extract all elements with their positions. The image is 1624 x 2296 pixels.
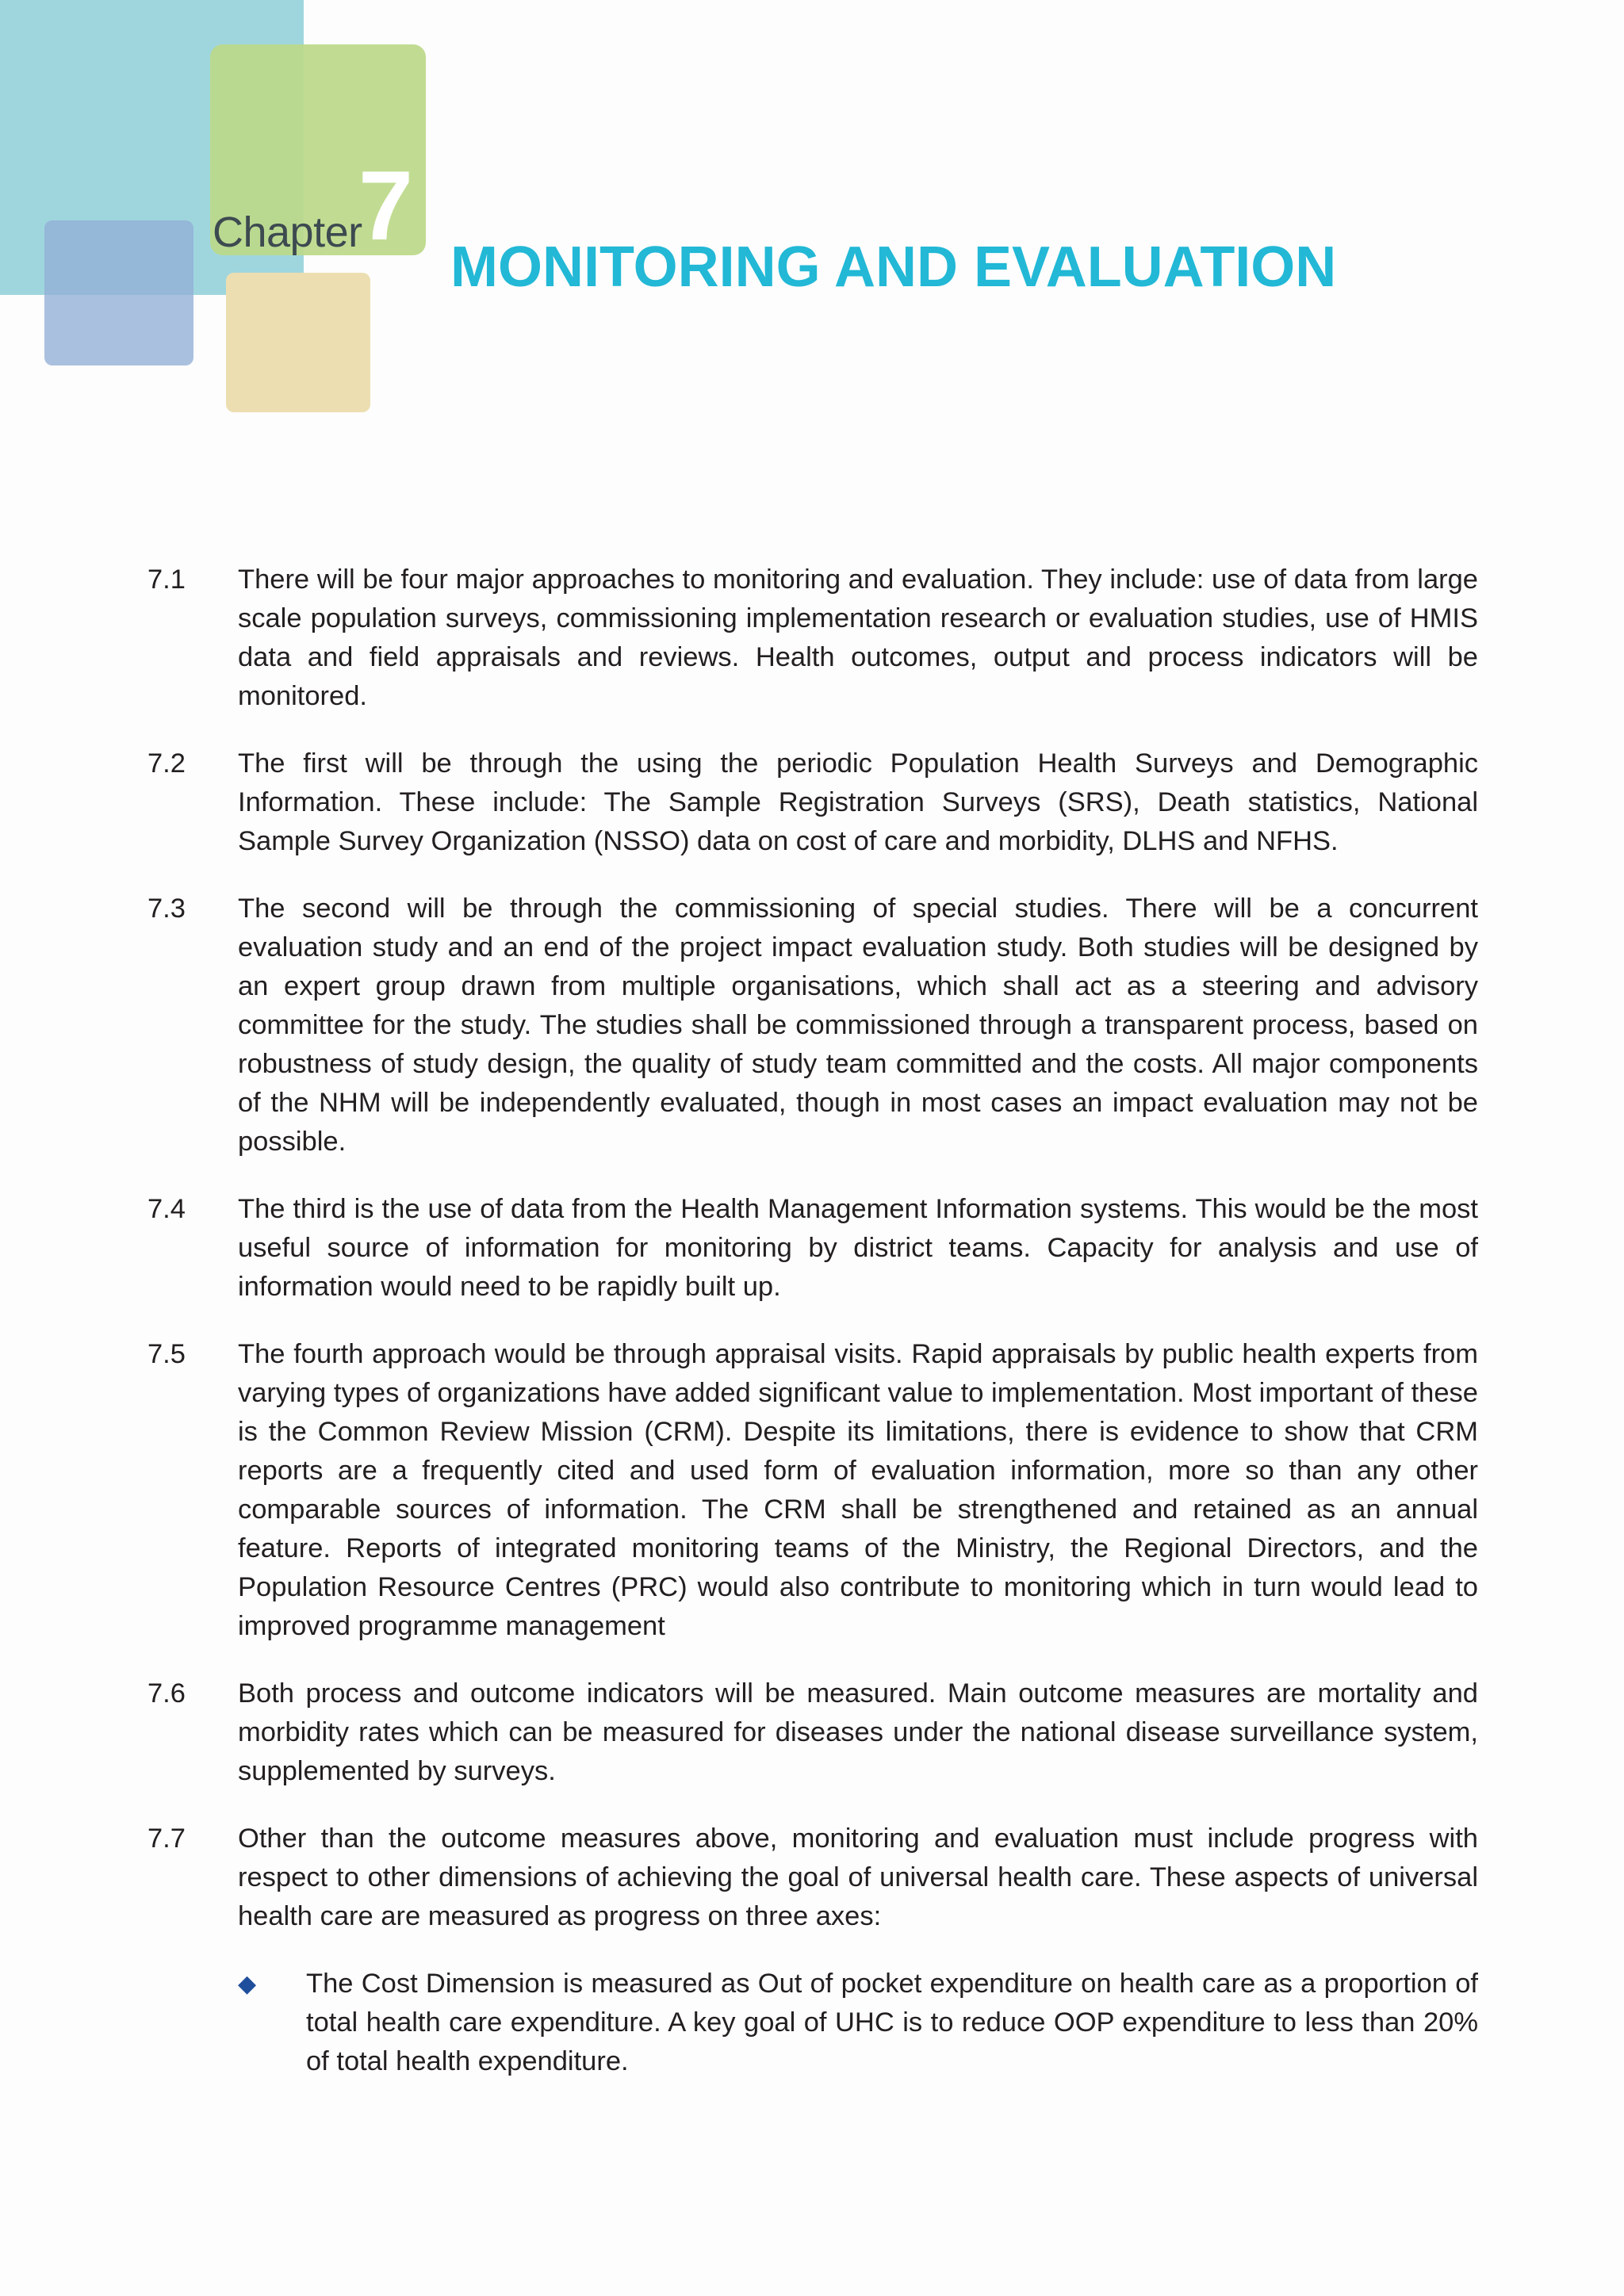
chapter-number: 7 xyxy=(358,151,413,261)
paragraph-number: 7.1 xyxy=(147,564,186,595)
paragraph-number: 7.7 xyxy=(147,1823,186,1854)
paragraph-7-4 xyxy=(147,1190,1478,1307)
diamond-bullet-icon: ◆ xyxy=(238,1971,257,1997)
paragraph-text: Both process and outcome indicators will be measured. Main outcome measures are mortality and morbidity rates which can be measured for diseases under the national disease surveillance system, supplemented by surveys. xyxy=(238,1678,1478,1786)
paragraph-number: 7.4 xyxy=(147,1194,186,1224)
paragraph-number: 7.2 xyxy=(147,748,186,779)
bullet-item xyxy=(238,1965,1478,2081)
bullet-text: The Cost Dimension is measured as Out of pocket expenditure on health care as a proportion of total health care expenditure. A key goal of UHC is to reduce OOP expenditure to less than 20% of total health expenditure. xyxy=(306,1969,1478,2076)
paragraph-text: The second will be through the commissioning of special studies. There will be a concurrent evaluation study and an end of the project impact evaluation study. Both studies will be designed by an expert group drawn from multiple organisations, which shall act as a steering and advisory committee for the study. The studies shall be commissioned through a transparent process, based on robustness of study design, the quality of study team committed and the costs. All major components of the NHM will be independently evaluated, though in most cases an impact evaluation may not be possible. xyxy=(238,894,1478,1157)
paragraph-7-2 xyxy=(147,744,1478,861)
decorative-square-blue xyxy=(44,220,193,365)
paragraph-text: Other than the outcome measures above, monitoring and evaluation must include progress with respect to other dimensions of achieving the goal of universal health care. These aspects of universal health care are measured as progress on three axes: xyxy=(238,1823,1478,1931)
chapter-label: Chapter xyxy=(213,209,362,256)
paragraph-7-1 xyxy=(147,561,1478,716)
decorative-square-yellow xyxy=(226,273,370,412)
paragraph-text: The third is the use of data from the Health Management Information systems. This would be the most useful source of information for monitoring by district teams. Capacity for analysis and use of information would need to be rapidly built up. xyxy=(238,1194,1478,1302)
paragraph-7-6 xyxy=(147,1674,1478,1791)
chapter-body xyxy=(147,561,1478,2081)
chapter-title: MONITORING AND EVALUATION xyxy=(450,235,1337,299)
paragraph-number: 7.5 xyxy=(147,1339,186,1369)
paragraph-text: There will be four major approaches to monitoring and evaluation. They include: use of data from large scale population surveys, commissioning implementation research or evaluation studies, use of HMIS data and field appraisals and reviews. Health outcomes, output and process indicators will be monitored. xyxy=(238,564,1478,711)
paragraph-7-7 xyxy=(147,1820,1478,1936)
paragraph-7-3 xyxy=(147,890,1478,1161)
paragraph-7-5 xyxy=(147,1335,1478,1646)
paragraph-text: The fourth approach would be through appraisal visits. Rapid appraisals by public health experts from varying types of organizations have added significant value to implementation. Most important of these is the Common Review Mission (CRM). Despite its limitations, there is evidence to show that CRM reports are a frequently cited and used form of evaluation information, more so than any other comparable sources of information. The CRM shall be strengthened and retained as an annual feature. Reports of integrated monitoring teams of the Ministry, the Regional Directors, and the Population Resource Centres (PRC) would also contribute to monitoring which in turn would lead to improved programme management xyxy=(238,1339,1478,1641)
paragraph-text: The first will be through the using the periodic Population Health Surveys and Demographic Information. These include: The Sample Registration Surveys (SRS), Death statistics, National Sample Survey Organization (NSSO) data on cost of care and morbidity, DLHS and NFHS. xyxy=(238,748,1478,856)
paragraph-number: 7.6 xyxy=(147,1678,186,1709)
paragraph-number: 7.3 xyxy=(147,894,186,924)
